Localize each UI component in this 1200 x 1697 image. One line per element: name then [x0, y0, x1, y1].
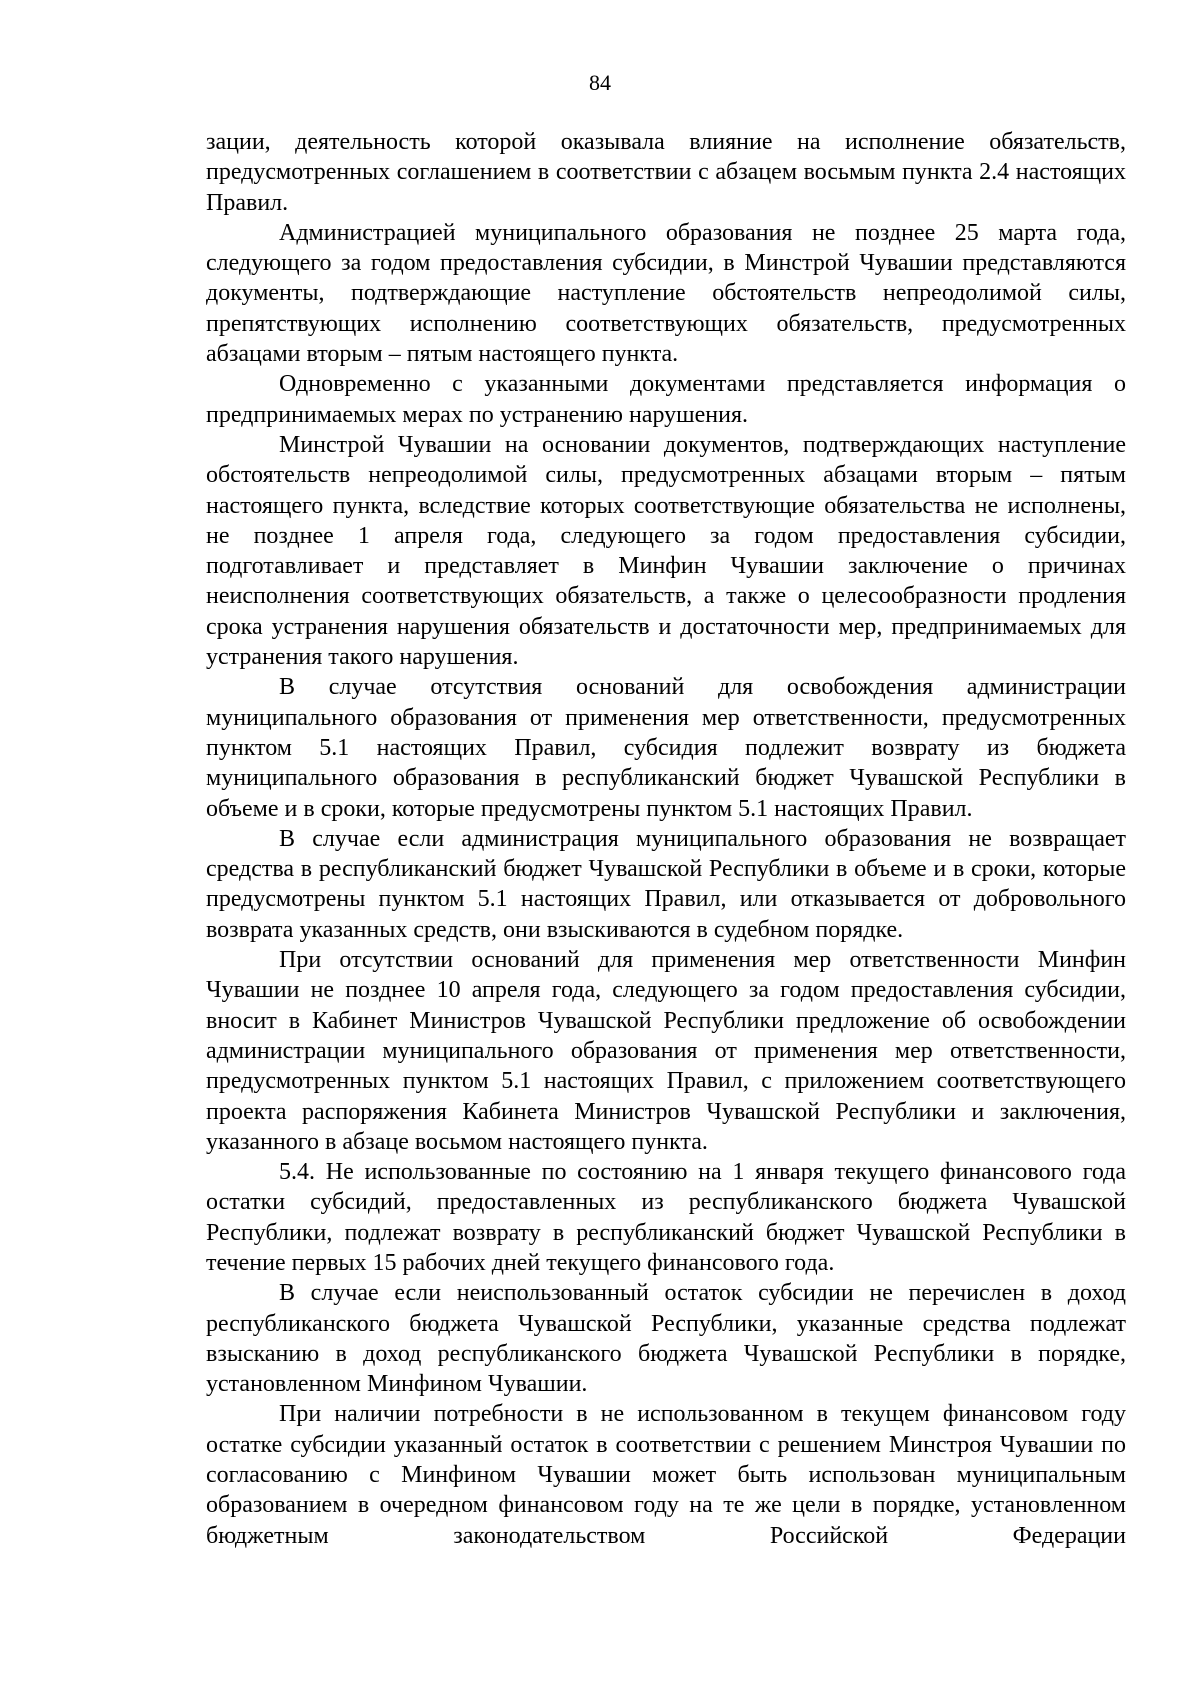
paragraph-1: зации, деятельность которой оказывала влияние на исполнение обязательств, предусмотренных соглашением в соответствии с абзацем восьмым пункта 2.4 настоящих Правил.	[206, 129, 1126, 216]
document-body	[206, 127, 1126, 1551]
paragraph-5: В случае отсутствия оснований для освобождения администрации муниципального образования от применения мер ответственности, предусмотренных пунктом 5.1 настоящих Правил, субсидия подлежит возврату из бюджета муниципального образования в республиканский бюджет Чувашской Республики в объеме и в сроки, которые предусмотрены пунктом 5.1 настоящих Правил.	[206, 674, 1126, 822]
paragraph-2: Администрацией муниципального образования не позднее 25 марта года, следующего за годом предоставления субсидии, в Минстрой Чувашии представляются документы, подтверждающие наступление обстоятельств непреодолимой силы, препятствующих исполнению соответствующих обязательств, предусмотренных абзацами вторым – пятым настоящего пункта.	[206, 219, 1126, 368]
paragraph-7: При отсутствии оснований для применения мер ответственности Минфин Чувашии не позднее 10 апреля года, следующего за годом предоставления субсидии, вносит в Кабинет Министров Чувашской Республики предложение об освобождении администрации муниципального образования от применения мер ответственности, предусмотренных пунктом 5.1 настоящих Правил, с приложением соответствующего проекта распоряжения Кабинета Министров Чувашской Республики и заключения, указанного в абзаце восьмом настоящего пункта.	[206, 947, 1126, 1155]
paragraph-4: Минстрой Чувашии на основании документов, подтверждающих наступление обстоятельств непреодолимой силы, предусмотренных абзацами вторым – пятым настоящего пункта, вследствие которых соответствующие обязательства не исполнены, не позднее 1 апреля года, следующего за годом предоставления субсидии, подготавливает и представляет в Минфин Чувашии заключение о причинах неисполнения соответствующих обязательств, а также о целесообразности продления срока устранения нарушения обязательств и достаточности мер, предпринимаемых для устранения такого нарушения.	[206, 431, 1126, 671]
paragraph-8: 5.4. Не использованные по состоянию на 1 января текущего финансового года остатки субсидий, предоставленных из республиканского бюджета Чувашской Республики, подлежат возврату в республиканский бюджет Чувашской Республики в течение первых 15 рабочих дней текущего финансового года.	[206, 1159, 1126, 1276]
page-number: 84	[589, 70, 611, 95]
paragraph-10: При наличии потребности в не использованном в текущем финансовом году остатке субсидии указанный остаток в соответствии с решением Минстроя Чувашии по согласованию с Минфином Чувашии может быть использован муниципальным образованием в очередном финансовом году на те же цели в порядке, установленном бюджетным законодательством Российской Федерации	[206, 1401, 1126, 1549]
paragraph-6: В случае если администрация муниципального образования не возвращает средства в республиканский бюджет Чувашской Республики в объеме и в сроки, которые предусмотрены пунктом 5.1 настоящих Правил, или отказывается от добровольного возврата указанных средств, они взыскиваются в судебном порядке.	[206, 825, 1126, 943]
paragraph-9: В случае если неиспользованный остаток субсидии не перечислен в доход республиканского бюджета Чувашской Республики, указанные средства подлежат взысканию в доход республиканского бюджета Чувашской Республики в порядке, установленном Минфином Чувашии.	[206, 1280, 1126, 1398]
paragraph-3: Одновременно с указанными документами представляется информация о предпринимаемых мерах по устранению нарушения.	[206, 371, 1126, 428]
